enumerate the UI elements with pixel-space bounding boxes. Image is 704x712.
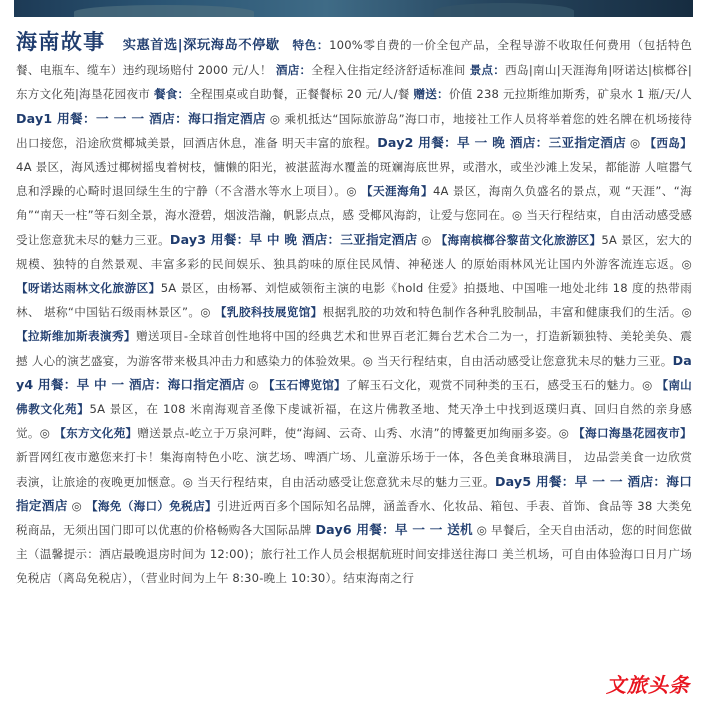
day-section <box>16 354 692 489</box>
day-section <box>16 136 692 247</box>
day-header: Day2 用餐：早 一 晚 酒店：三亚指定酒店 <box>377 134 627 150</box>
attraction-name: 【东方文化苑】 <box>54 426 138 441</box>
attraction-name: 【呀诺达雨林文化旅游区】 <box>16 281 161 296</box>
attraction-name: 【拉斯维加斯表演秀】 <box>16 329 136 344</box>
watermark-logo: 文旅头条 <box>606 673 690 697</box>
day-description: 新晋网红夜市邀您来打卡！集海南特色小吃、演艺场、啤酒广场、儿童游乐场于一体，各色美食琳琅满目， 边品尝美食一边欣赏表演，让旅途的夜晚更加惬意。◎ 当天行程结束，自由活动感受让您意犹未尽的魅力三亚。 <box>16 450 692 489</box>
intro-attractions: 景点：西岛|南山|天涯海角|呀诺达|槟榔谷|东方文化苑|海垦花园夜市 <box>16 63 692 102</box>
day-description: 引进近两百多个国际知名品牌，涵盖香水、化妆品、箱包、手表、首饰、食品等 38 大类免税商品，无须出国门即可以优惠的价格畅购各大国际品牌 <box>16 498 692 538</box>
day-section <box>16 233 692 368</box>
itinerary-article <box>16 30 692 591</box>
day-description: ◎ <box>417 232 436 247</box>
attraction-name: 【西岛】 <box>644 135 692 150</box>
day-description: ◎ <box>626 135 645 150</box>
attraction-name: 【海口海垦花园夜市】 <box>573 426 692 441</box>
attraction-name: 【南山佛教文化苑】 <box>16 377 692 417</box>
day-itinerary-list <box>16 112 692 586</box>
day-header: Day6 用餐：早 一 一 送机 <box>315 522 473 538</box>
intro-hotel: 酒店：全程入住指定经济舒适标准间 <box>275 63 470 78</box>
day-description: 4A 景区，海南久负盛名的景点，观 “天涯”、“海角”“南天一柱”等石刻全景，海水澄碧，烟波浩瀚，帆影点点，感 受椰风海韵，让爱与您同在。◎ 当天行程结束，自由活动感受感受让您意犹未尽的魅力三亚。 <box>16 184 692 247</box>
banner-rock-shape <box>74 5 254 17</box>
day-description: 赠送项目-全球首创性地将中国的经典艺术和世界百老汇舞台艺术合二为一，打造新颖独特、美轮美奂、震撼 人心的演艺盛宴，为游客带来极具冲击力和感染力的体验效果。◎ 当天行程结束，自由活动感受让您意犹未尽的魅力三亚。 <box>16 329 692 368</box>
banner-rock-shape <box>434 3 574 17</box>
day-header: Day1 用餐：一 一 一 酒店：海口指定酒店 <box>16 110 266 126</box>
day-description: ◎ 早餐后，全天自由活动，您的时间您做主（温馨提示：酒店最晚退房时间为 12:00)；旅行社工作人员会根据航班时间安排送往海口 美兰机场，可自由体验海口日月广场免税店（离岛免税店），（营业时间为上午 8:30-晚上 10:30）。结束海南之行 <box>16 523 692 586</box>
attraction-name: 【乳胶科技展览馆】 <box>214 305 323 320</box>
day-description: ◎ <box>244 377 263 392</box>
day-header: Day4 用餐：早 中 一 酒店：海口指定酒店 <box>16 352 692 392</box>
day-description: 了解玉石文化，观赏不同种类的玉石，感受玉石的魅力。◎ <box>345 377 657 392</box>
attraction-name: 【海免（海口）免税店】 <box>86 498 217 513</box>
article-title: 海南故事 <box>16 29 106 54</box>
header-banner-image <box>14 0 693 17</box>
day-description: 根据乳胶的功效和特色制作各种乳胶制品，丰富和健康我们的生活。◎ <box>322 305 692 320</box>
day-description: 5A 景区，宏大的规模、独特的自然景观、丰富多彩的民间娱乐、独具韵味的原住民风情、神秘迷人 的原始雨林风光让国内外游客流连忘返。◎ <box>16 232 692 271</box>
attraction-name: 【玉石博览馆】 <box>262 377 346 392</box>
day-description: 4A 景区，海风透过椰树摇曳着树枝，慵懒的阳光，被湛蓝海水覆盖的斑斓海底世界，或潜水，或坐沙滩上发呆，都能游 人喧嚣气息和浮躁的心畸时退回绿生生的宁静（不含潜水等水上项目）。◎ <box>16 160 692 199</box>
day-header: Day3 用餐：早 中 晚 酒店：三亚指定酒店 <box>169 231 418 247</box>
day-description: 5A 景区，在 108 米南海观音圣像下虔诚祈福，在这片佛教圣地、梵天净土中找到返璞归真、回归自然的亲身感 觉。◎ <box>16 402 692 441</box>
article-subtitle: 实惠首选|深玩海岛不停歇 <box>122 38 280 53</box>
intro-gifts: 赠送：价值 238 元拉斯维加斯秀，矿泉水 1 瓶/天/人 <box>413 87 692 102</box>
day-description: 赠送景点-屹立于万泉河畔，使“海阔、云奇、山秀、水清”的博鳌更加绚丽多姿。◎ <box>137 426 574 441</box>
day-description: 5A 景区，由杨幂、刘恺威领衔主演的电影《hold 住爱》拍摄地、中国唯一地处北纬 18 度的热带雨林、 堪称“中国钻石级雨林景区”。◎ <box>16 281 692 320</box>
day-description: ◎ <box>67 498 86 513</box>
attraction-name: 【海南槟榔谷黎苗文化旅游区】 <box>435 232 602 247</box>
intro-feature: 特色：100%零自费的一价全包产品，全程导游不收取任何费用（包括特色餐、电瓶车、缆车）违约现场赔付 2000 元/人！ <box>16 38 692 78</box>
attraction-name: 【天涯海角】 <box>360 184 433 199</box>
day-header: Day5 用餐：早 一 一 酒店：海口指定酒店 <box>16 473 692 513</box>
intro-meals: 餐食：全程围桌或自助餐，正餐餐标 20 元/人/餐 <box>153 87 414 102</box>
day-description: ◎ 乘机抵达“国际旅游岛”海口市，地接社工作人员将举着您的姓名牌在机场接待出口接您，沿途欣赏椰城美景，回酒店休息，准备 明天丰富的旅程。 <box>16 111 692 150</box>
